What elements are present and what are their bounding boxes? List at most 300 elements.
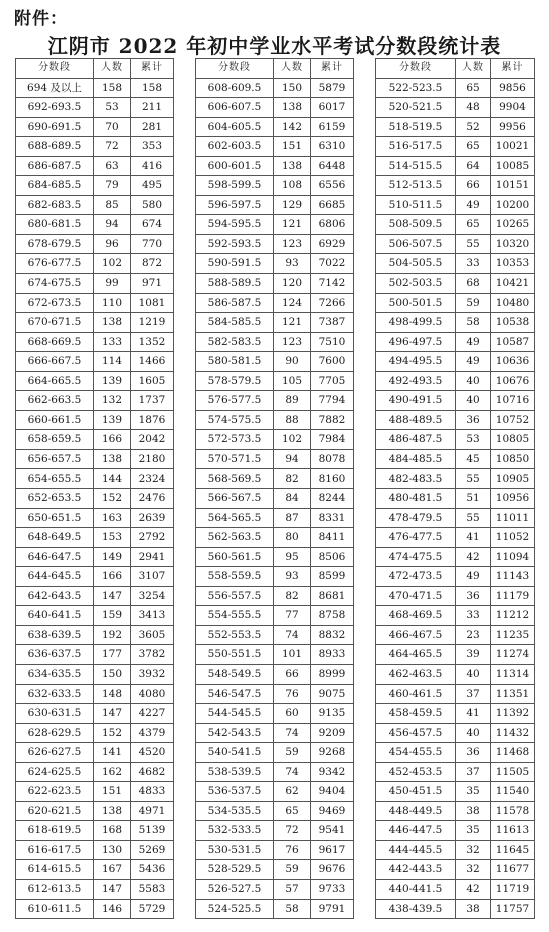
document-title: 江阴市 2022 年初中学业水平考试分数段统计表 [47,34,502,58]
cell-score-range: 450-451.5 [376,782,456,802]
cell-cumulative: 11011 [491,508,535,528]
cell-score-range: 644-645.5 [16,567,94,587]
cell-cumulative: 211 [131,98,174,118]
cell-score-range: 606-607.5 [196,98,274,118]
cell-count: 37 [456,684,491,704]
table-row [16,449,174,469]
cell-score-range: 610-611.5 [16,899,94,919]
table-row [196,371,354,391]
cell-cumulative: 10538 [491,313,535,333]
cell-count: 129 [274,195,311,215]
cell-score-range: 592-593.5 [196,234,274,254]
cell-count: 79 [94,176,131,196]
cell-count: 121 [274,313,311,333]
cell-cumulative: 3782 [131,645,174,665]
cell-count: 102 [94,254,131,274]
cell-score-range: 672-673.5 [16,293,94,313]
table-row [376,664,535,684]
table-row [376,567,535,587]
cell-score-range: 522-523.5 [376,78,456,98]
cell-count: 147 [94,879,131,899]
cell-cumulative: 10480 [491,293,535,313]
cell-count: 192 [94,625,131,645]
table-row [196,234,354,254]
cell-cumulative: 10850 [491,449,535,469]
cell-score-range: 678-679.5 [16,234,94,254]
cell-score-range: 614-615.5 [16,860,94,880]
table-row [16,899,174,919]
table-row [16,78,174,98]
cell-score-range: 470-471.5 [376,586,456,606]
cell-cumulative: 9856 [491,78,535,98]
cell-count: 62 [274,782,311,802]
cell-cumulative: 11212 [491,606,535,626]
cell-cumulative: 9541 [311,821,354,841]
cell-score-range: 572-573.5 [196,430,274,450]
cell-cumulative: 9676 [311,860,354,880]
cell-score-range: 544-545.5 [196,704,274,724]
header-count: 人数 [456,59,491,79]
cell-cumulative: 7705 [311,371,354,391]
cell-cumulative: 9209 [311,723,354,743]
table-row [196,782,354,802]
cell-score-range: 540-541.5 [196,743,274,763]
cell-cumulative: 416 [131,156,174,176]
table-row [376,489,535,509]
table-row [16,645,174,665]
cell-cumulative: 6448 [311,156,354,176]
cell-count: 95 [274,547,311,567]
table-row [16,840,174,860]
cell-score-range: 478-479.5 [376,508,456,528]
table-row [196,723,354,743]
cell-count: 149 [94,547,131,567]
table-row [376,234,535,254]
cell-cumulative: 11757 [491,899,535,919]
cell-count: 35 [456,782,491,802]
cell-cumulative: 8599 [311,567,354,587]
cell-count: 177 [94,645,131,665]
table-row [16,176,174,196]
cell-cumulative: 11677 [491,860,535,880]
cell-cumulative: 9342 [311,762,354,782]
cell-count: 49 [456,352,491,372]
cell-cumulative: 11351 [491,684,535,704]
cell-cumulative: 11613 [491,821,535,841]
cell-count: 55 [456,508,491,528]
cell-cumulative: 11578 [491,801,535,821]
cell-count: 59 [274,860,311,880]
cell-cumulative: 11432 [491,723,535,743]
cell-cumulative: 580 [131,195,174,215]
cell-count: 40 [456,371,491,391]
cell-cumulative: 6929 [311,234,354,254]
cell-score-range: 650-651.5 [16,508,94,528]
cell-score-range: 460-461.5 [376,684,456,704]
cell-score-range: 542-543.5 [196,723,274,743]
cell-cumulative: 5139 [131,821,174,841]
table-row [196,704,354,724]
table-row [16,469,174,489]
cell-cumulative: 10676 [491,371,535,391]
cell-count: 147 [94,704,131,724]
cell-count: 65 [274,801,311,821]
table-row [16,567,174,587]
cell-cumulative: 9404 [311,782,354,802]
cell-score-range: 612-613.5 [16,879,94,899]
cell-score-range: 686-687.5 [16,156,94,176]
table-row [196,215,354,235]
cell-cumulative: 495 [131,176,174,196]
cell-score-range: 660-661.5 [16,410,94,430]
cell-score-range: 452-453.5 [376,762,456,782]
cell-count: 41 [456,704,491,724]
cell-score-range: 516-517.5 [376,137,456,157]
cell-score-range: 526-527.5 [196,879,274,899]
cell-cumulative: 11645 [491,840,535,860]
cell-count: 70 [94,117,131,137]
cell-cumulative: 10265 [491,215,535,235]
cell-score-range: 582-583.5 [196,332,274,352]
cell-count: 68 [456,274,491,294]
cell-score-range: 584-585.5 [196,313,274,333]
cell-score-range: 600-601.5 [196,156,274,176]
cell-cumulative: 5269 [131,840,174,860]
cell-count: 33 [456,254,491,274]
cell-cumulative: 11468 [491,743,535,763]
cell-score-range: 462-463.5 [376,664,456,684]
table-row [376,840,535,860]
cell-score-range: 580-581.5 [196,352,274,372]
cell-count: 110 [94,293,131,313]
cell-score-range: 492-493.5 [376,371,456,391]
cell-count: 151 [274,137,311,157]
cell-cumulative: 281 [131,117,174,137]
table-row [196,293,354,313]
cell-count: 132 [94,391,131,411]
cell-score-range: 484-485.5 [376,449,456,469]
cell-count: 139 [94,410,131,430]
header-cumulative: 累计 [131,59,174,79]
cell-cumulative: 1466 [131,352,174,372]
cell-cumulative: 8244 [311,489,354,509]
cell-count: 93 [274,567,311,587]
cell-cumulative: 872 [131,254,174,274]
cell-score-range: 468-469.5 [376,606,456,626]
table-row [196,274,354,294]
cell-count: 53 [456,430,491,450]
cell-score-range: 458-459.5 [376,704,456,724]
cell-score-range: 472-473.5 [376,567,456,587]
cell-cumulative: 7794 [311,391,354,411]
cell-score-range: 554-555.5 [196,606,274,626]
table-row [376,117,535,137]
cell-cumulative: 7266 [311,293,354,313]
table-row [196,547,354,567]
cell-score-range: 524-525.5 [196,899,274,919]
cell-count: 38 [456,899,491,919]
table-row [16,508,174,528]
cell-count: 39 [456,645,491,665]
cell-score-range: 466-467.5 [376,625,456,645]
cell-count: 40 [456,723,491,743]
table-row [196,469,354,489]
cell-cumulative: 7882 [311,410,354,430]
table-row [16,586,174,606]
cell-count: 36 [456,586,491,606]
cell-count: 138 [94,449,131,469]
cell-score-range: 518-519.5 [376,117,456,137]
cell-cumulative: 1219 [131,313,174,333]
cell-cumulative: 11052 [491,528,535,548]
cell-count: 94 [274,449,311,469]
cell-score-range: 550-551.5 [196,645,274,665]
cell-count: 99 [94,274,131,294]
cell-score-range: 538-539.5 [196,762,274,782]
cell-count: 40 [456,391,491,411]
cell-count: 141 [94,743,131,763]
table-row [196,899,354,919]
cell-score-range: 674-675.5 [16,274,94,294]
table-row [16,625,174,645]
cell-score-range: 668-669.5 [16,332,94,352]
cell-cumulative: 3107 [131,567,174,587]
cell-score-range: 476-477.5 [376,528,456,548]
cell-count: 66 [456,176,491,196]
table-row [196,156,354,176]
cell-cumulative: 6017 [311,98,354,118]
cell-cumulative: 4520 [131,743,174,763]
table-row [16,234,174,254]
table-row [376,821,535,841]
cell-score-range: 642-643.5 [16,586,94,606]
cell-cumulative: 3254 [131,586,174,606]
cell-score-range: 504-505.5 [376,254,456,274]
cell-score-range: 438-439.5 [376,899,456,919]
table-row [16,528,174,548]
table-row [16,274,174,294]
table-row [16,684,174,704]
table-header-row [16,59,174,79]
cell-score-range: 494-495.5 [376,352,456,372]
cell-count: 93 [274,254,311,274]
cell-cumulative: 10716 [491,391,535,411]
table-row [196,879,354,899]
table-row [196,449,354,469]
cell-count: 88 [274,410,311,430]
table-row [376,371,535,391]
cell-cumulative: 158 [131,78,174,98]
cell-score-range: 564-565.5 [196,508,274,528]
cell-cumulative: 5436 [131,860,174,880]
cell-cumulative: 10320 [491,234,535,254]
table-row [376,332,535,352]
table-row [376,684,535,704]
cell-count: 76 [274,840,311,860]
table-row [196,332,354,352]
cell-count: 148 [94,684,131,704]
cell-count: 150 [274,78,311,98]
cell-cumulative: 10353 [491,254,535,274]
table-row [196,254,354,274]
cell-count: 85 [94,195,131,215]
table-row [16,117,174,137]
cell-count: 121 [274,215,311,235]
table-row [376,410,535,430]
cell-cumulative: 7984 [311,430,354,450]
cell-cumulative: 8681 [311,586,354,606]
cell-cumulative: 6806 [311,215,354,235]
cell-count: 60 [274,704,311,724]
cell-cumulative: 8506 [311,547,354,567]
cell-score-range: 626-627.5 [16,743,94,763]
table-row [196,664,354,684]
cell-count: 33 [456,606,491,626]
cell-cumulative: 8160 [311,469,354,489]
cell-cumulative: 2042 [131,430,174,450]
cell-count: 45 [456,449,491,469]
cell-count: 80 [274,528,311,548]
cell-cumulative: 4682 [131,762,174,782]
cell-score-range: 648-649.5 [16,528,94,548]
cell-cumulative: 8758 [311,606,354,626]
table-row [196,567,354,587]
cell-count: 147 [94,586,131,606]
table-row [16,547,174,567]
score-table-1 [15,58,174,919]
table-row [196,176,354,196]
table-row [196,195,354,215]
cell-count: 74 [274,723,311,743]
cell-score-range: 536-537.5 [196,782,274,802]
cell-count: 144 [94,469,131,489]
cell-score-range: 654-655.5 [16,469,94,489]
table-row [376,606,535,626]
cell-count: 153 [94,528,131,548]
table-row [16,156,174,176]
cell-cumulative: 6685 [311,195,354,215]
cell-count: 23 [456,625,491,645]
cell-score-range: 646-647.5 [16,547,94,567]
table-row [196,352,354,372]
table-row [196,117,354,137]
cell-count: 166 [94,430,131,450]
table-row [196,528,354,548]
cell-score-range: 578-579.5 [196,371,274,391]
cell-count: 90 [274,352,311,372]
cell-score-range: 510-511.5 [376,195,456,215]
table-header-row [196,59,354,79]
cell-count: 36 [456,410,491,430]
cell-count: 108 [274,176,311,196]
cell-score-range: 442-443.5 [376,860,456,880]
cell-cumulative: 10421 [491,274,535,294]
cell-cumulative: 10636 [491,352,535,372]
table-row [376,449,535,469]
table-row [16,215,174,235]
table-row [376,743,535,763]
cell-count: 87 [274,508,311,528]
table-row [376,137,535,157]
cell-count: 76 [274,684,311,704]
cell-count: 48 [456,98,491,118]
cell-score-range: 506-507.5 [376,234,456,254]
cell-count: 89 [274,391,311,411]
cell-cumulative: 11235 [491,625,535,645]
cell-cumulative: 2941 [131,547,174,567]
cell-cumulative: 4080 [131,684,174,704]
table-row [16,821,174,841]
table-row [376,645,535,665]
cell-score-range: 532-533.5 [196,821,274,841]
cell-count: 72 [94,137,131,157]
table-row [376,176,535,196]
cell-score-range: 666-667.5 [16,352,94,372]
table-row [16,489,174,509]
cell-cumulative: 10200 [491,195,535,215]
cell-cumulative: 3605 [131,625,174,645]
cell-score-range: 682-683.5 [16,195,94,215]
cell-cumulative: 4971 [131,801,174,821]
table-row [196,743,354,763]
cell-score-range: 560-561.5 [196,547,274,567]
cell-cumulative: 4379 [131,723,174,743]
table-row [16,704,174,724]
cell-count: 53 [94,98,131,118]
table-row [376,156,535,176]
cell-count: 65 [456,137,491,157]
cell-count: 77 [274,606,311,626]
cell-cumulative: 2180 [131,449,174,469]
cell-cumulative: 8933 [311,645,354,665]
cell-count: 74 [274,625,311,645]
cell-score-range: 566-567.5 [196,489,274,509]
cell-cumulative: 8832 [311,625,354,645]
cell-cumulative: 8078 [311,449,354,469]
cell-cumulative: 8331 [311,508,354,528]
table-row [196,98,354,118]
table-row [16,782,174,802]
table-row [16,430,174,450]
cell-score-range: 548-549.5 [196,664,274,684]
cell-score-range: 596-597.5 [196,195,274,215]
cell-cumulative: 9733 [311,879,354,899]
table-row [376,762,535,782]
cell-score-range: 574-575.5 [196,410,274,430]
cell-count: 49 [456,567,491,587]
cell-score-range: 520-521.5 [376,98,456,118]
cell-count: 55 [456,234,491,254]
cell-score-range: 588-589.5 [196,274,274,294]
cell-score-range: 604-605.5 [196,117,274,137]
cell-cumulative: 10752 [491,410,535,430]
table-row [196,762,354,782]
cell-cumulative: 9617 [311,840,354,860]
cell-count: 123 [274,332,311,352]
header-count: 人数 [94,59,131,79]
cell-score-range: 446-447.5 [376,821,456,841]
header-cumulative: 累计 [311,59,354,79]
cell-cumulative: 2476 [131,489,174,509]
cell-score-range: 616-617.5 [16,840,94,860]
table-row [196,586,354,606]
cell-score-range: 530-531.5 [196,840,274,860]
cell-cumulative: 7387 [311,313,354,333]
table-row [376,704,535,724]
table-row [196,391,354,411]
cell-score-range: 482-483.5 [376,469,456,489]
cell-score-range: 608-609.5 [196,78,274,98]
